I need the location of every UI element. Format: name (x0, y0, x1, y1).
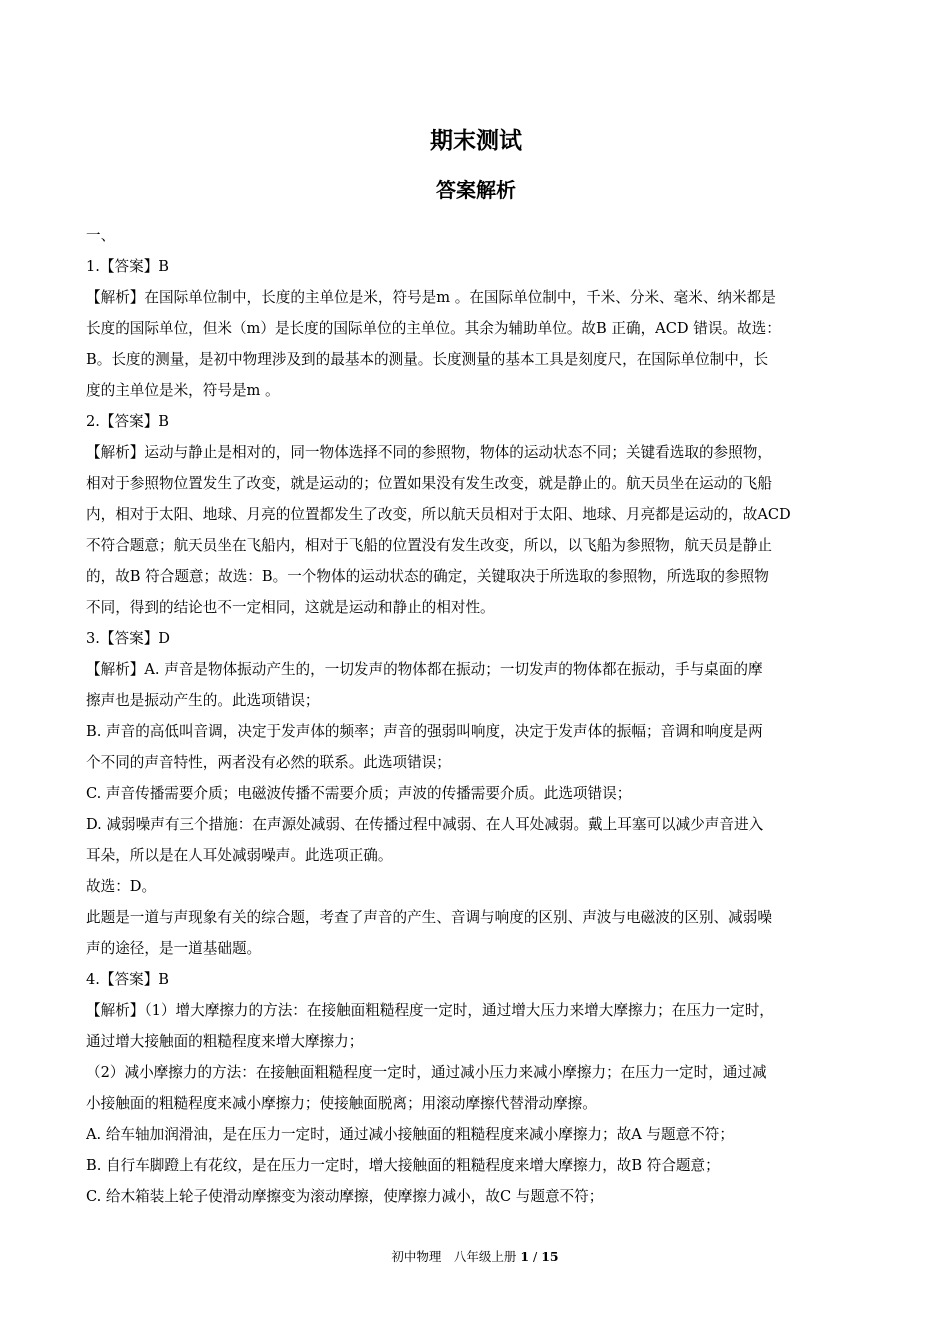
text-line: C. 声音传播需要介质；电磁波传播不需要介质；声波的传播需要介质。此选项错误； (86, 785, 632, 802)
answer-body (86, 220, 866, 1212)
text-line: B。长度的测量，是初中物理涉及到的最基本的测量。长度测量的基本工具是刻度尺，在国际单位制中，长 (86, 351, 769, 368)
text-line: 故选：D。 (86, 878, 157, 895)
text-line: 【解析】（1）增大摩擦力的方法：在接触面粗糙程度一定时，通过增大压力来增大摩擦力；在压力一定时， (86, 1002, 774, 1019)
text-line: 2.【答案】B (86, 413, 170, 430)
text-line: 个不同的声音特性，两者没有必然的联系。此选项错误； (86, 754, 451, 771)
text-line: 不符合题意；航天员坐在飞船内，相对于飞船的位置没有发生改变，所以，以飞船为参照物，航天员是静止 (86, 537, 772, 554)
page-subtitle: 答案解析 (436, 178, 516, 202)
text-line: 擦声也是振动产生的。此选项错误； (86, 692, 320, 709)
text-line: 4.【答案】B (86, 971, 170, 988)
text-line: 不同，得到的结论也不一定相同，这就是运动和静止的相对性。 (86, 599, 495, 616)
text-line: 耳朵，所以是在人耳处减弱噪声。此选项正确。 (86, 847, 393, 864)
text-line: A. 给车轴加润滑油，是在压力一定时，通过减小接触面的粗糙程度来减小摩擦力；故A 与题意不符； (86, 1126, 734, 1143)
text-line: 【解析】在国际单位制中，长度的主单位是米，符号是m 。在国际单位制中，千米、分米、毫米、纳米都是 (86, 289, 776, 306)
text-line: 声的途径，是一道基础题。 (86, 940, 262, 957)
text-line: 一、 (86, 227, 116, 244)
text-line: C. 给木箱装上轮子使滑动摩擦变为滚动摩擦，使摩擦力减小，故C 与题意不符； (86, 1188, 604, 1205)
text-line: 此题是一道与声现象有关的综合题，考查了声音的产生、音调与响度的区别、声波与电磁波的区别、减弱噪 (86, 909, 772, 926)
footer-label: 初中物理 八年级上册 (391, 1249, 517, 1264)
text-line: 小接触面的粗糙程度来减小摩擦力；使接触面脱离；用滚动摩擦代替滑动摩擦。 (86, 1095, 597, 1112)
text-line: 度的主单位是米，符号是m 。 (86, 382, 280, 399)
footer-separator: / (529, 1249, 542, 1264)
page-title: 期末测试 (430, 128, 522, 154)
text-line: 【解析】A. 声音是物体振动产生的，一切发声的物体都在振动；一切发声的物体都在振动，手与桌面的摩 (86, 661, 763, 678)
footer-page-number: 1 (520, 1249, 530, 1264)
text-line: 内，相对于太阳、地球、月亮的位置都发生了改变，所以航天员相对于太阳、地球、月亮都是运动的，故ACD (86, 506, 791, 523)
text-line: 通过增大接触面的粗糙程度来增大摩擦力； (86, 1033, 364, 1050)
text-line: D. 减弱噪声有三个措施：在声源处减弱、在传播过程中减弱、在人耳处减弱。戴上耳塞可以减少声音进入 (86, 816, 764, 833)
page-footer (0, 1248, 950, 1266)
footer-page-total: 15 (541, 1249, 559, 1264)
text-line: 相对于参照物位置发生了改变，就是运动的；位置如果没有发生改变，就是静止的。航天员坐在运动的飞船 (86, 475, 772, 492)
text-line: 长度的国际单位，但米（m）是长度的国际单位的主单位。其余为辅助单位。故B 正确，ACD 错误。故选： (86, 320, 781, 337)
text-line: 1.【答案】B (86, 258, 170, 275)
text-line: B. 自行车脚蹬上有花纹，是在压力一定时，增大接触面的粗糙程度来增大摩擦力，故B 符合题意； (86, 1157, 720, 1174)
text-line: B. 声音的高低叫音调，决定于发声体的频率；声音的强弱叫响度，决定于发声体的振幅；音调和响度是两 (86, 723, 763, 740)
text-line: 【解析】运动与静止是相对的，同一物体选择不同的参照物，物体的运动状态不同；关键看选取的参照物， (86, 444, 772, 461)
text-line: （2）减小摩擦力的方法：在接触面粗糙程度一定时，通过减小压力来减小摩擦力；在压力一定时，通过减 (86, 1064, 767, 1081)
text-line: 3.【答案】D (86, 630, 170, 647)
text-line: 的，故B 符合题意；故选：B。一个物体的运动状态的确定，关键取决于所选取的参照物，所选取的参照物 (86, 568, 769, 585)
